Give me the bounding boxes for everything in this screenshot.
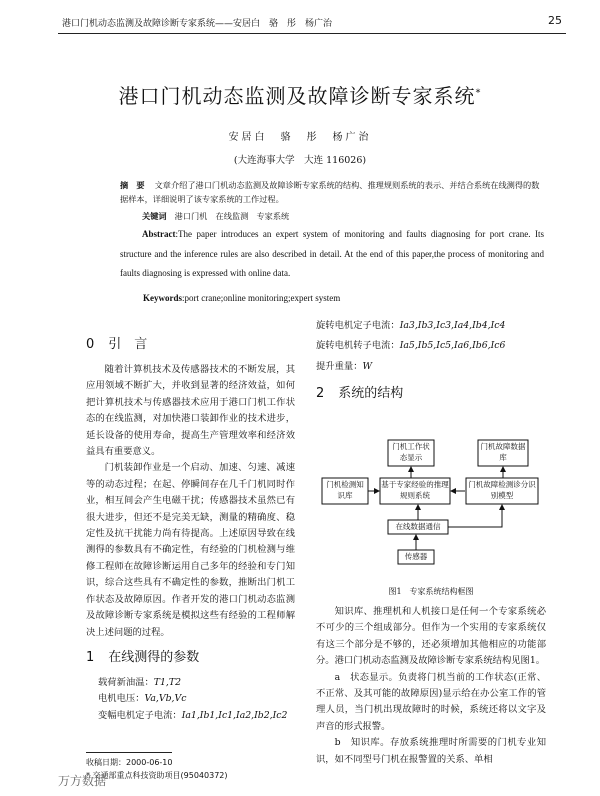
formula-oil-temp-label: 载荷新油温： — [98, 676, 154, 688]
formula-luffing-current-vars: Ia1,Ib1,Ic1,Ia2,Ib2,Ic2 — [181, 709, 288, 721]
online-comm-label: 在线数据通信 — [395, 522, 441, 531]
watermark: 万方数据 — [58, 774, 107, 788]
funding-note: * 交通部重点科技资助项目(95040372) — [86, 771, 228, 780]
formula-slewing-rotor-vars: Ia5,Ib5,Ic5,Ia6,Ib6,Ic6 — [399, 340, 506, 352]
paper-title-text: 港口门机动态监测及故障诊断专家系统 — [118, 84, 476, 108]
keywords-en-label: Keywords — [143, 293, 182, 303]
formula-oil-temp-vars: T1,T2 — [153, 676, 181, 688]
formula-lift-weight-label: 提升重量： — [316, 360, 363, 372]
formula-lift-weight-vars: W — [362, 360, 373, 372]
diagnosis-model-label: 门机故障检测诊分识别模型 — [468, 480, 536, 500]
keywords-cn — [142, 211, 289, 222]
formula-slewing-stator-label: 旋转电机定子电流： — [316, 320, 400, 331]
abstract-cn-label: 摘 要 — [120, 180, 145, 190]
abstract-cn-text: 文章介绍了港口门机动态监测及故障诊断专家系统的结构、推理规则系统的表示、并结合系统在线测得的数据样本，详细说明了该专家系统的工作过程。 — [120, 180, 540, 204]
footnote — [86, 756, 228, 782]
section-1-number: 1 — [86, 649, 95, 665]
intro-paragraph-2: 门机装卸作业是一个启动、加速、匀速、减速等的动态过程；在起、停瞬间存在几千门机同时作业，相互间会产生电磁干扰；传感器技术虽然已有很大进步，但还不是完美无缺，测量的精确度、稳定性及抗干扰能力尚有待提高。上述原因导致在线测得的参数具有不确定性，有经验的门机检测与维修工程师在故障诊断运用自己多年的经验和专门知识，综合这些具有不确定性的参数，推断出门机工作状态及故障原因。作者开发的港口门机动态监测及故障诊断专家系统是模拟这些有经验的工程师解决上述问题的过程。 — [86, 462, 295, 638]
keywords-en — [143, 293, 340, 303]
section-0-title: 引 言 — [108, 337, 148, 352]
section-0-heading — [86, 336, 295, 354]
formula-voltage-label: 电机电压： — [98, 693, 145, 705]
arrow-comm-to-diag — [448, 505, 502, 527]
figure-caption: 图1 专家系统结构框图 — [388, 587, 474, 596]
affiliation: (大连海事大学 大连 116026) — [233, 155, 367, 166]
section-2-number: 2 — [316, 386, 325, 402]
inference-engine-label: 基于专家经验的推理规则系统 — [381, 480, 449, 500]
right-column-top — [316, 318, 546, 411]
formula-slewing-rotor-label: 旋转电机转子电流： — [316, 340, 400, 352]
left-column — [86, 330, 295, 724]
formula-slewing-stator-vars: Ia3,Ib3,Ic3,Ia4,Ib4,Ic4 — [399, 320, 506, 331]
formula-voltage — [86, 691, 295, 707]
keywords-en-text: :port crane;online monitoring;expert system — [182, 293, 341, 303]
structure-paragraph: 知识库、推理机和人机接口是任何一个专家系统必不可少的三个组成部分。但作为一个实用的专家系统仅有这三个部分是不够的，还必须增加其他相应的功能部分。港口门机动态监测及故障诊断专家系统结构见图1。 — [316, 606, 546, 667]
section-0-number: 0 — [86, 337, 95, 352]
status-display-label: 门机工作状态显示 — [392, 442, 430, 462]
page-number: 25 — [548, 14, 562, 27]
title-footnote-mark: * — [475, 87, 482, 99]
intro-paragraph-1: 随着计算机技术及传感器技术的不断发展，其应用领域不断扩大，并收到显著的经济效益，如何把计算机技术与传感器技术应用于港口门机工作状态的在线监测，对加快港口装卸作业的技术进步，延长设备的使用寿命，提高生产管理效率和经济效益具有重要意义。 — [86, 364, 295, 458]
keywords-cn-label: 关键词 — [142, 211, 167, 221]
running-header — [62, 14, 562, 32]
formula-luffing-current-label: 变幅电机定子电流： — [98, 709, 182, 721]
abstract-cn — [120, 178, 540, 206]
formula-luffing-current — [86, 708, 295, 724]
section-1-title: 在线测得的参数 — [108, 649, 200, 665]
abstract-en-label: Abstract — [142, 229, 176, 239]
system-structure-diagram — [318, 438, 546, 578]
footnote-rule — [86, 752, 172, 753]
fault-database-label: 门机故障数据库 — [480, 442, 526, 462]
received-date: 收稿日期：2000-06-10 — [86, 758, 173, 767]
keywords-cn-text: 港口门机 在线监测 专家系统 — [174, 211, 290, 221]
authors: 安居白 骆 彤 杨广治 — [228, 132, 372, 143]
formula-lift-weight — [316, 359, 546, 375]
right-column-body — [316, 604, 546, 768]
paper-title — [0, 80, 600, 109]
abstract-en-text: :The paper introduces an expert system of monitoring and faults diagnosing for port crane. Its structure and the inference rules are also described in detail. At the end of this paper,the process of monitoring and faults diagnosing is expressed with online data. — [120, 229, 544, 278]
running-title: 港口门机动态监测及故障诊断专家系统——安居白 骆 彤 杨广治 — [62, 19, 333, 29]
formula-slewing-stator — [316, 318, 546, 334]
section-1-heading — [86, 649, 295, 667]
item-b-knowledge-base: b 知识库。存放系统推理时所需要的门机专业知识，如不同型号门机在报警置的关系、单相 — [316, 737, 546, 765]
abstract-en — [120, 225, 544, 284]
section-2-heading — [316, 385, 546, 403]
formula-voltage-vars: Va,Vb,Vc — [144, 693, 187, 705]
formula-oil-temp — [86, 675, 295, 691]
section-2-title: 系统的结构 — [338, 386, 404, 402]
formula-slewing-rotor — [316, 338, 546, 354]
item-a-status-display: a 状态显示。负责将门机当前的工作状态(正常、不正常、及其可能的故障原因)显示给在办公室工作的管理人员，当门机出现故障时的时候，系统还将以文字及声音的形式报警。 — [316, 671, 546, 732]
header-rule — [58, 33, 566, 34]
knowledge-base-label: 门机检测知识库 — [326, 480, 364, 500]
sensor-label: 传感器 — [404, 552, 428, 561]
